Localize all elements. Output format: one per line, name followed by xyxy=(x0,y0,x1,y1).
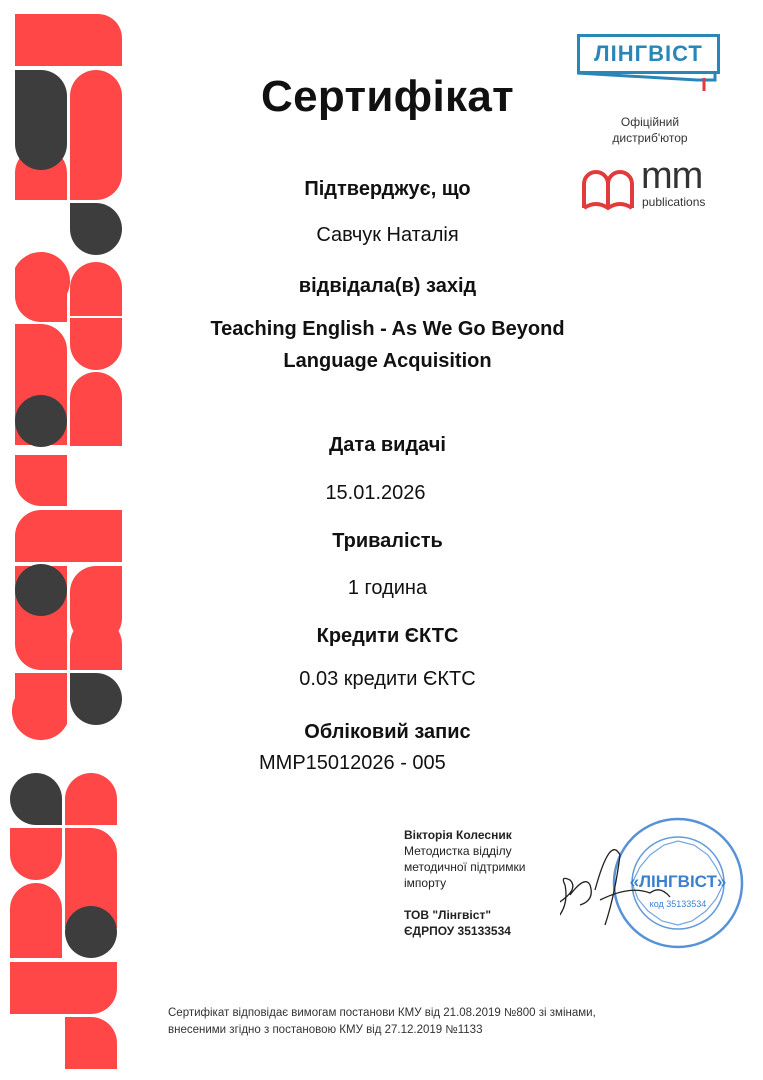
company-name: ТОВ "Лінгвіст" xyxy=(404,908,492,922)
duration-label: Тривалість xyxy=(332,530,443,552)
mm-logo-text: mm xyxy=(641,155,703,197)
duration-value: 1 година xyxy=(347,577,428,599)
stamp-center-text: «ЛІНГВІСТ» xyxy=(629,872,727,891)
footer-line-2: внесеними згідно з постановою КМУ від 27.12.2019 №1133 xyxy=(168,1024,483,1036)
confirms-label: Підтверджує, що xyxy=(304,178,471,200)
recipient-name: Савчук Наталія xyxy=(316,224,459,246)
event-title-line-1: Teaching English - As We Go Beyond xyxy=(210,318,565,340)
record-label: Обліковий запис xyxy=(304,721,471,743)
legal-footer xyxy=(168,1005,596,1039)
signer-position-3: імпорту xyxy=(404,876,447,890)
event-title xyxy=(0,313,763,377)
company-stamp xyxy=(560,815,760,955)
certificate-title: Сертифікат xyxy=(261,72,514,121)
signature-block xyxy=(404,827,525,939)
mm-logo-subtitle: publications xyxy=(642,195,706,209)
attended-label: відвідала(в) захід xyxy=(298,275,477,297)
signer-position-2: методичної підтримки xyxy=(404,860,526,874)
stamp-code-text: код 35133534 xyxy=(649,899,707,909)
lingvist-logo xyxy=(577,34,720,74)
credits-label: Кредити ЄКТС xyxy=(316,625,459,647)
footer-line-1: Сертифікат відповідає вимогам постанови КМУ від 21.08.2019 №800 зі змінами, xyxy=(168,1007,596,1019)
record-number: MMP15012026 - 005 xyxy=(259,752,446,774)
signer-name: Вікторія Колесник xyxy=(404,828,512,842)
signer-position-1: Методистка відділу xyxy=(404,844,512,858)
credits-value: 0.03 кредити ЄКТС xyxy=(299,668,476,690)
distributor-line-2: дистриб'ютор xyxy=(612,131,688,145)
company-edrpou: ЄДРПОУ 35133534 xyxy=(404,924,511,938)
lingvist-logo-text: ЛІНГВІСТ xyxy=(594,41,703,66)
issue-date-value: 15.01.2026 xyxy=(325,482,426,504)
issue-date-label: Дата видачі xyxy=(329,434,446,456)
distributor-line-1: Офіційний xyxy=(620,115,680,129)
event-title-line-2: Language Acquisition xyxy=(283,350,492,372)
